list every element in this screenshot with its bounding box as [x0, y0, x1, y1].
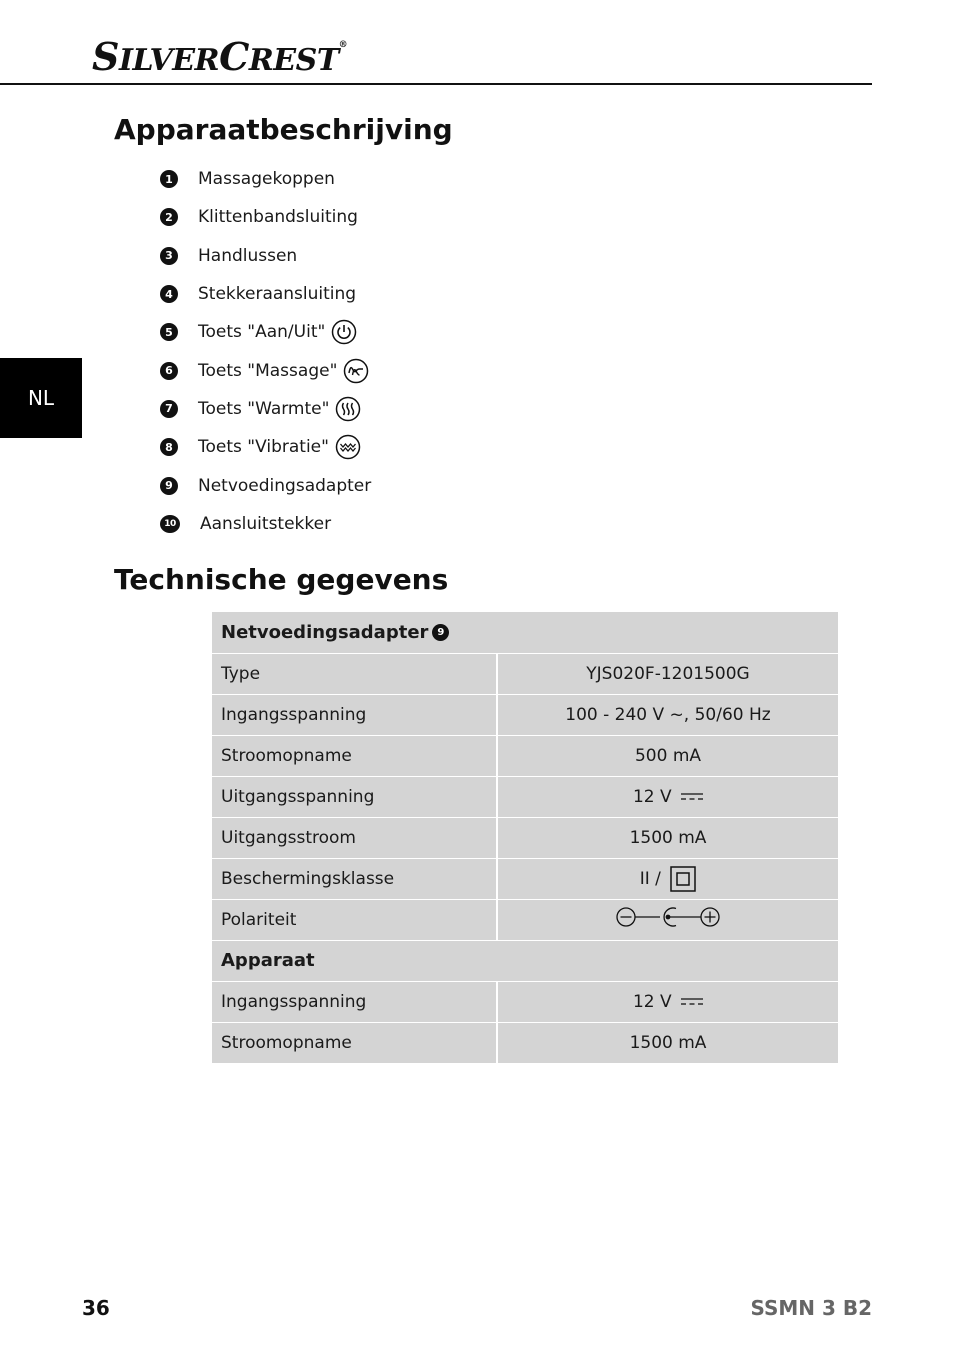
list-item: 3 Handlussen [160, 237, 371, 275]
list-item: 2 Klittenbandsluiting [160, 198, 371, 236]
table-row: Uitgangsspanning 12 V [212, 776, 838, 817]
table-row: Stroomopname 500 mA [212, 735, 838, 776]
item-number: 1 [160, 170, 178, 188]
item-number: 9 [432, 624, 449, 641]
list-item: 4 Stekkeraansluiting [160, 275, 371, 313]
table-row: Polariteit [212, 899, 838, 940]
language-tab: NL [0, 358, 82, 438]
item-number: 2 [160, 208, 178, 226]
table-row: Stroomopname 1500 mA [212, 1022, 838, 1063]
item-number: 4 [160, 285, 178, 303]
dc-symbol-icon [681, 997, 703, 1007]
polarity-icon [616, 905, 720, 929]
dc-symbol-icon [681, 792, 703, 802]
adapter-heading: Netvoedingsadapter [221, 621, 429, 643]
list-item: 9 Netvoedingsadapter [160, 466, 371, 504]
table-row: Uitgangsstroom 1500 mA [212, 817, 838, 858]
protection-class-ii-icon [670, 866, 696, 892]
table-row: Ingangsspanning 100 - 240 V ~, 50/60 Hz [212, 694, 838, 735]
parts-list [160, 160, 371, 543]
list-item: 10 Aansluitstekker [160, 505, 371, 543]
list-item: 6 Toets "Massage" [160, 351, 371, 389]
massage-icon [343, 358, 369, 384]
table-row: Beschermingsklasse II / [212, 858, 838, 899]
list-item: 1 Massagekoppen [160, 160, 371, 198]
list-item: 5 Toets "Aan/Uit" [160, 313, 371, 351]
spec-table [212, 612, 838, 1064]
list-item: 8 Toets "Vibratie" [160, 428, 371, 466]
header-divider [0, 83, 872, 85]
power-icon [331, 319, 357, 345]
table-section-row [212, 612, 838, 653]
item-number: 9 [160, 477, 178, 495]
model-number: SSMN 3 B2 [750, 1296, 872, 1320]
section-title-description: Apparaatbeschrijving [114, 113, 453, 146]
item-number: 6 [160, 362, 178, 380]
item-number: 10 [160, 515, 180, 533]
table-row: Type YJS020F-1201500G [212, 653, 838, 694]
vibration-icon [335, 434, 361, 460]
brand-logo: SILVERCREST® [92, 34, 348, 79]
item-number: 8 [160, 438, 178, 456]
page-number: 36 [82, 1296, 110, 1320]
list-item: 7 Toets "Warmte" [160, 390, 371, 428]
heat-icon [335, 396, 361, 422]
item-number: 3 [160, 247, 178, 265]
item-number: 5 [160, 323, 178, 341]
table-section-row [212, 940, 838, 981]
table-row: Ingangsspanning 12 V [212, 981, 838, 1022]
section-title-specs: Technische gegevens [114, 563, 449, 596]
item-number: 7 [160, 400, 178, 418]
device-heading: Apparaat [212, 940, 838, 981]
